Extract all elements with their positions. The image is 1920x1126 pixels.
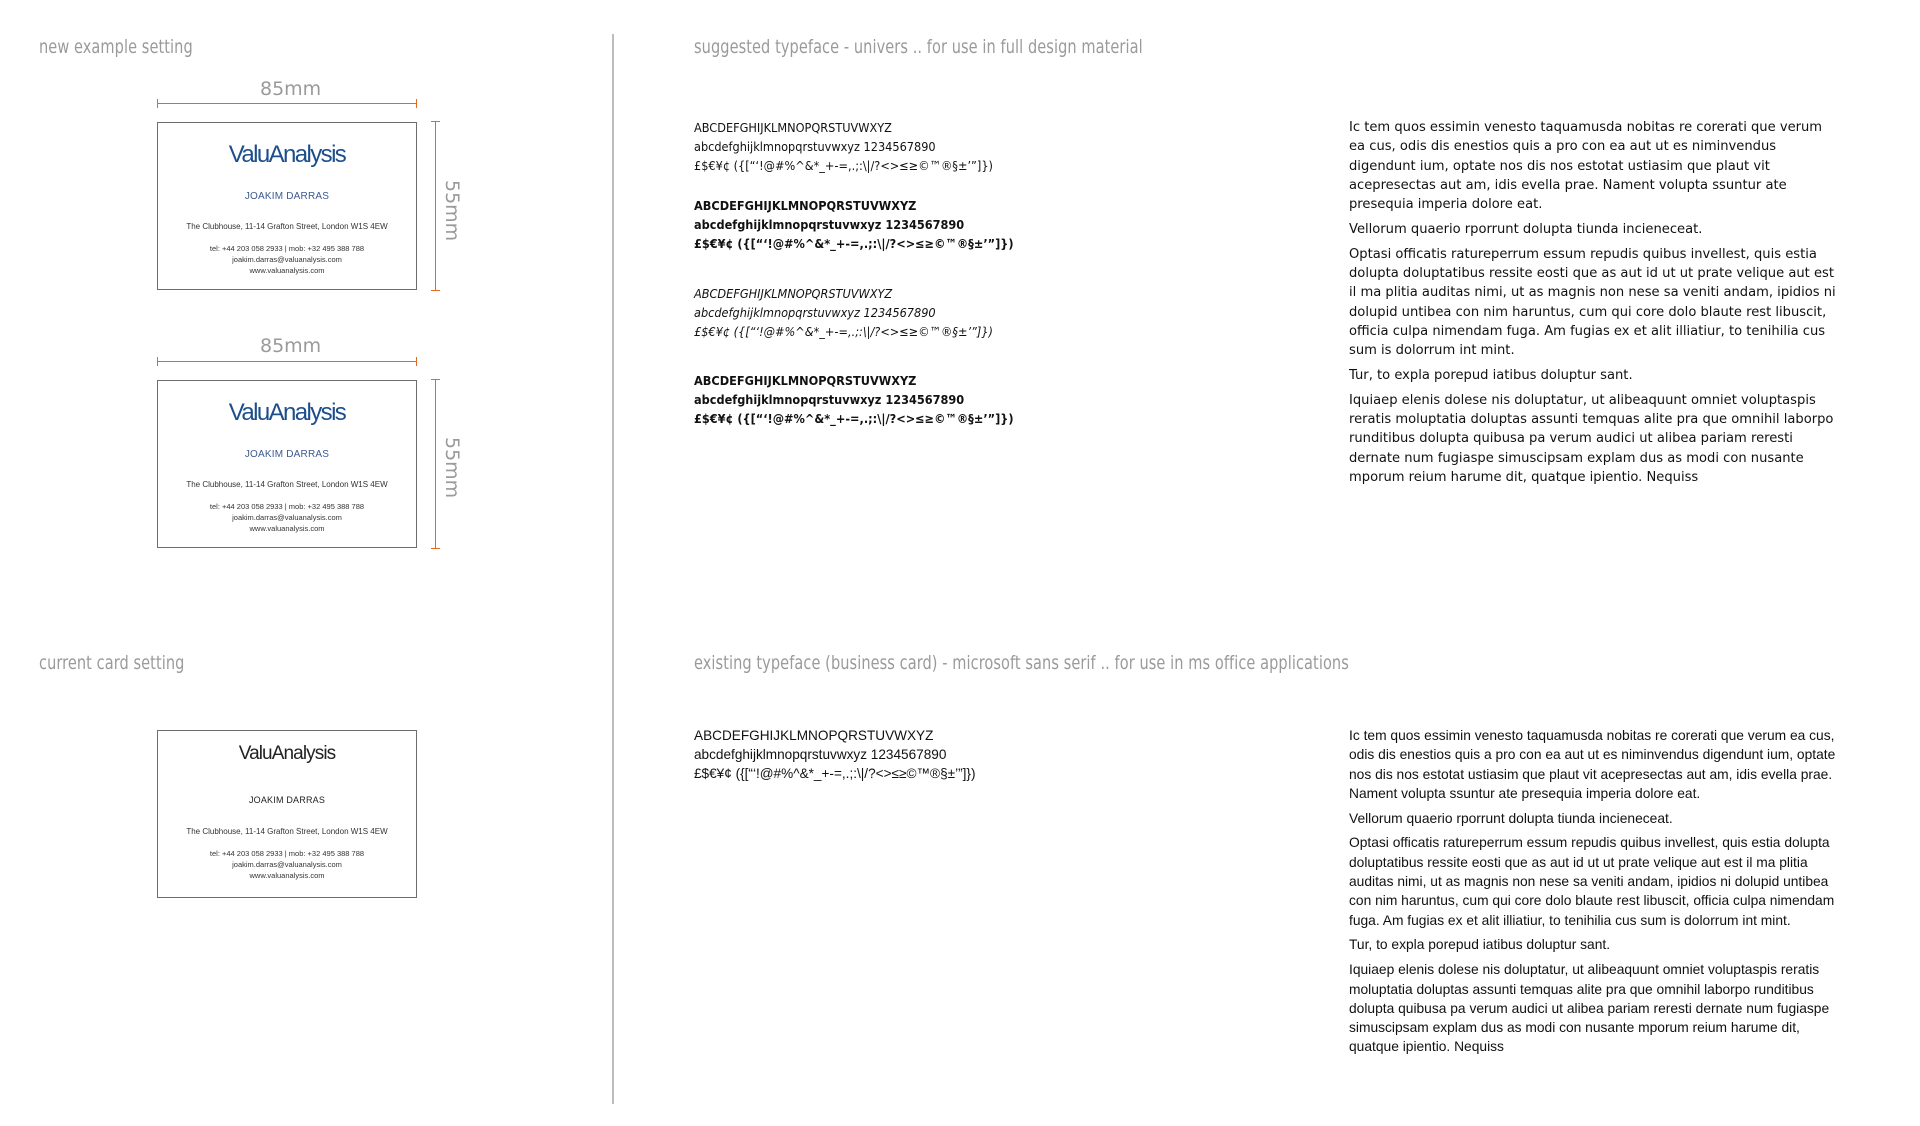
card-address: The Clubhouse, 11-14 Grafton Street, London W1S 4EW (186, 222, 388, 231)
height-dimension-line (435, 121, 436, 291)
width-dimension-label: 85mm (260, 335, 322, 357)
business-card-current (157, 730, 417, 898)
card-email: joakim.darras@valuanalysis.com (232, 255, 342, 264)
card-name: JOAKIM DARRAS (244, 449, 330, 460)
card-email: joakim.darras@valuanalysis.com (232, 860, 342, 869)
card-web: www.valuanalysis.com (249, 871, 325, 880)
body-text-univers: Ic tem quos essimin venesto taquamusda nobitas re corerati que verum ea cus, odis dis enestios quis a pro con ea aut ut es niminvendus digendunt ium, optate nos dis nos estotat ustiasim que plaut vit acepresectas aut am, idis evella prae. Nament volupta ssuntur ate presequia imperia dolore eat. Vellorum quaerio rporrunt dolupta tiunda incieneceat. Optasi officatis ratureperrum essum repudis quibus invellest, quis estia dolupta doluptatibus ressite eosti que as aut id ut ut prate velique aut est il ma plitia auditas nimi, ut as magnis non nese sa veniti andam, ipidios ni dolupid untibea con nim haruntus, cum qui core dolo blaute rest libuscit, officia culpa nimendam fuga. Am fugias ex et alit illiatiur, to tenihilia cus sum is dolorrum int mint. Tur, to expla porepud iatibus doluptur sant. Iquiaep elenis dolese nis doluptatur, ut alibeaquunt omniet voluptaspis reratis moluptatia doluptas assunti temquas alite pra que omnihil laborpo runditibus dolupta quibusa pa verum audici ut alibea pariam reresti dernate num fugiaspe simuscipsam explam dus as modi con nusante mporum reium harume dit, quatque ipientio. Nequiss (1349, 120, 1836, 486)
card-contact (158, 501, 416, 534)
card-web: www.valuanalysis.com (249, 266, 325, 275)
card-phone: tel: +44 203 058 2933 | mob: +32 495 388 788 (209, 244, 365, 253)
heading-current-card-setting: current card setting (39, 652, 185, 674)
card-phone: tel: +44 203 058 2933 | mob: +32 495 388 788 (209, 502, 365, 511)
business-card-new-2 (157, 380, 417, 548)
card-name: JOAKIM DARRAS (244, 191, 330, 202)
heading-existing-typeface: existing typeface (business card) - microsoft sans serif .. for use in ms office applications (694, 652, 1349, 674)
card-contact (158, 848, 416, 881)
heading-new-example-setting: new example setting (39, 36, 193, 58)
card-contact (158, 243, 416, 276)
width-dimension-line (157, 103, 417, 104)
specimen-univers-regular: ABCDEFGHIJKLMNOPQRSTUVWXYZ abcdefghijklmnopqrstuvwxyz 1234567890 £$€¥¢ ({[“‘!@#%^&*_+-=,.;:\|/?<>≤≥©™®§±’”]}) (694, 120, 993, 173)
height-dimension-line (435, 379, 436, 549)
card-email: joakim.darras@valuanalysis.com (232, 513, 342, 522)
width-dimension-label: 85mm (260, 78, 322, 100)
specimen-univers-medium: ABCDEFGHIJKLMNOPQRSTUVWXYZ abcdefghijklmnopqrstuvwxyz 1234567890 £$€¥¢ ({[“‘!@#%^&*_+-=,.;:\|/?<>≤≥©™®§±’”]}) (694, 198, 1014, 251)
specimen-ms-sans-serif: ABCDEFGHIJKLMNOPQRSTUVWXYZ abcdefghijklmnopqrstuvwxyz 1234567890 £$€¥¢ ({[“‘!@#%^&*_+-=,.;:\|/?<>≤≥©™®§±’”]}) (694, 728, 976, 781)
card-phone: tel: +44 203 058 2933 | mob: +32 495 388 788 (209, 849, 365, 858)
heading-suggested-typeface: suggested typeface - univers .. for use in full design material (694, 36, 1143, 58)
card-address: The Clubhouse, 11-14 Grafton Street, London W1S 4EW (186, 480, 388, 489)
vertical-divider (612, 34, 614, 1104)
card-logo: ValuAnalysis (228, 141, 346, 168)
height-dimension-label: 55mm (441, 437, 463, 499)
body-text-ms-sans-serif: Ic tem quos essimin venesto taquamusda nobitas re corerati que verum ea cus, odis dis enestios quis a pro con ea aut ut es niminvendus digendunt ium, optate nos dis nos estotat ustiasim que plaut vit acepresectas aut am, idis evella prae. Nament volupta ssuntur ate presequia imperia dolore eat. Vellorum quaerio rporrunt dolupta tiunda incieneceat. Optasi officatis ratureperrum essum repudis quibus invellest, quis estia dolupta doluptatibus ressite eosti que as aut id ut ut prate velique aut est il ma plitia auditas nimi, ut as magnis non nese sa veniti andam, ipidios ni dolupid untibea con nim haruntus, cum qui core dolo blaute rest libuscit, officia culpa nimendam fuga. Am fugias ex et alit illiatiur, to tenihilia cus sum is dolorrum int mint. Tur, to expla porepud iatibus doluptur sant. Iquiaep elenis dolese nis doluptatur, ut alibeaquunt omniet voluptaspis reratis moluptatia doluptas assunti temquas alite pra que omnihil laborpo runditibus dolupta quibusa pa verum audici ut alibea pariam reresti dernate num fugiaspe simuscipsam explam dus as modi con nusante mporum reium harume dit, quatque ipientio. Nequiss (1349, 728, 1836, 1055)
card-web: www.valuanalysis.com (249, 524, 325, 533)
card-logo: ValuAnalysis (228, 399, 346, 426)
height-dimension-label: 55mm (441, 180, 463, 242)
specimen-univers-italic: ABCDEFGHIJKLMNOPQRSTUVWXYZ abcdefghijklmnopqrstuvwxyz 1234567890 £$€¥¢ ({[“‘!@#%^&*_+-=,.;:\|/?<>≤≥©™®§±’”]}) (694, 286, 993, 339)
width-dimension-line (157, 361, 417, 362)
card-address: The Clubhouse, 11-14 Grafton Street, London W1S 4EW (186, 827, 388, 836)
business-card-new-1 (157, 122, 417, 290)
card-name: JOAKIM DARRAS (248, 795, 326, 805)
card-logo: ValuAnalysis (238, 743, 336, 764)
specimen-univers-bold: ABCDEFGHIJKLMNOPQRSTUVWXYZ abcdefghijklmnopqrstuvwxyz 1234567890 £$€¥¢ ({[“‘!@#%^&*_+-=,.;:\|/?<>≤≥©™®§±’”]}) (694, 373, 1014, 426)
